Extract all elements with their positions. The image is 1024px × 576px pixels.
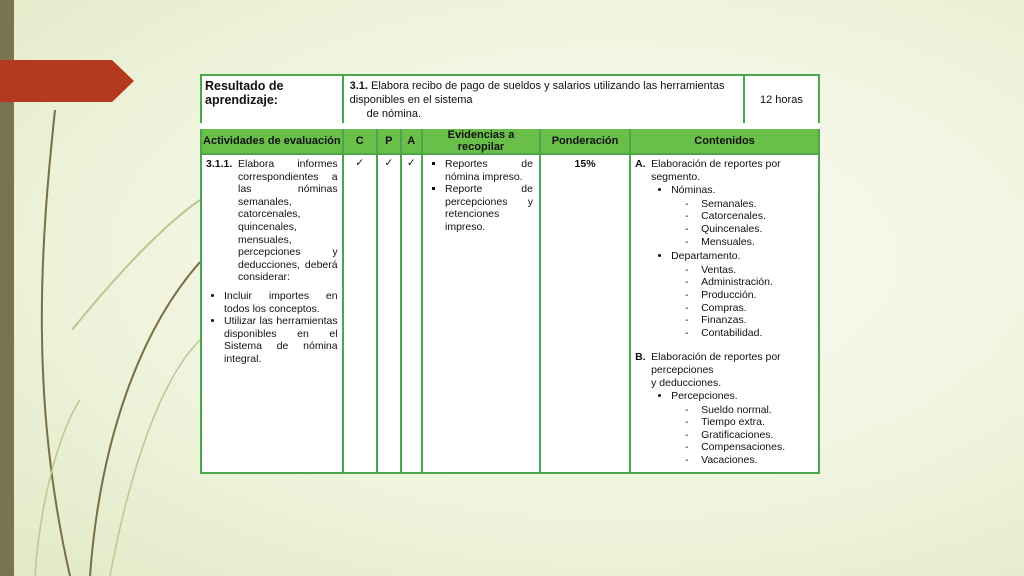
group-nominas: Nóminas. [671, 184, 716, 197]
outcome-number: 3.1. [349, 80, 368, 92]
content-item: - Vacaciones. [685, 454, 814, 467]
activity-bullets [206, 290, 338, 366]
activity-cell [201, 154, 343, 473]
outcome-row [201, 75, 819, 126]
check-a: ✓ [401, 154, 422, 473]
section-b-title-line-1: Elaboración de reportes por percepciones [651, 351, 781, 376]
section-b-title-line-2: y deducciones. [651, 376, 722, 389]
evidencia-item: ▪ Reporte de percepciones y retenciones impreso. [445, 183, 533, 233]
col-header-actividades: Actividades de evaluación [201, 126, 343, 154]
content-item: - Sueldo normal. [685, 404, 814, 417]
content-item: - Mensuales. [685, 236, 814, 249]
content-item: - Administración. [685, 276, 814, 289]
col-header-c: C [343, 126, 377, 154]
content-item: - Compensaciones. [685, 441, 814, 454]
content-item: - Producción. [685, 289, 814, 302]
group-departamento: Departamento. [671, 250, 741, 263]
content-item: - Gratificaciones. [685, 429, 814, 442]
outcome-label: Resultado de aprendizaje: [201, 75, 343, 126]
content-item: - Semanales. [685, 198, 814, 211]
ponderacion-value: 15% [540, 154, 630, 473]
col-header-p: P [377, 126, 401, 154]
content-item: - Contabilidad. [685, 327, 814, 340]
activity-text: Elabora informes correspondientes a las nóminas semanales, catorcenales, quincenales, mensuales, percepciones y deducciones, deberá considerar: [238, 158, 338, 284]
content-item: - Compras. [685, 302, 814, 315]
evidencia-item: ▪ Reportes de nómina impreso. [445, 158, 533, 183]
section-a-letter: A. [635, 158, 646, 170]
col-header-a: A [401, 126, 422, 154]
section-b-letter: B. [635, 351, 646, 364]
activity-bullet: • Utilizar las herramientas disponibles en el Sistema de nómina integral. [224, 315, 338, 365]
outcome-line-2: de nómina. [366, 108, 422, 120]
col-header-evidencias: Evidencias a recopilar [422, 126, 540, 154]
check-p: ✓ [377, 154, 401, 473]
outcome-hours: 12 horas [744, 75, 819, 126]
contenidos-cell [630, 154, 819, 473]
learning-outcome-table [200, 74, 820, 474]
arrow-tab [0, 60, 134, 102]
check-c: ✓ [343, 154, 377, 473]
outcome-line-1: Elabora recibo de pago de sueldos y salarios utilizando las herramientas disponibles en el sistema [349, 80, 725, 106]
content-item: - Ventas. [685, 264, 814, 277]
col-header-ponderacion: Ponderación [540, 126, 630, 154]
content-item: - Finanzas. [685, 314, 814, 327]
outcome-text [343, 75, 744, 126]
column-header-row [201, 126, 819, 154]
content-item: - Quincenales. [685, 223, 814, 236]
activity-bullet: • Incluir importes en todos los conceptos. [224, 290, 338, 315]
activity-row [201, 154, 819, 473]
col-header-contenidos: Contenidos [630, 126, 819, 154]
activity-number: 3.1.1. [206, 158, 233, 170]
evidencias-cell [422, 154, 540, 473]
content-item: - Catorcenales. [685, 210, 814, 223]
group-percepciones: Percepciones. [671, 390, 738, 403]
content-item: - Tiempo extra. [685, 416, 814, 429]
section-a-title: Elaboración de reportes por segmento. [651, 158, 781, 183]
